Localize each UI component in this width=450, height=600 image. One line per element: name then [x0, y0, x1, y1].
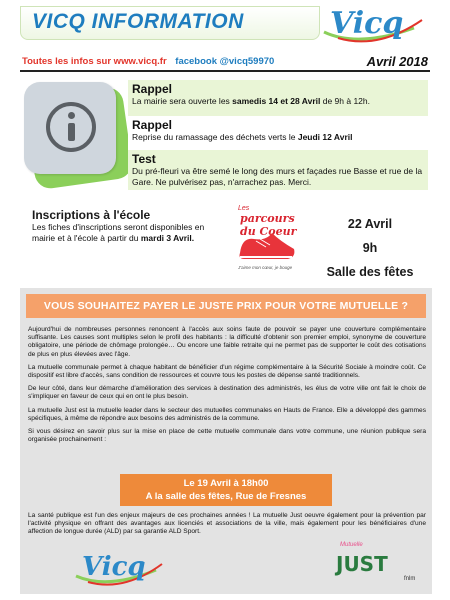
- parcours-tagline: J'aime mon cœur, je bouge: [238, 265, 293, 270]
- fnlm-mark: fnlm: [404, 576, 416, 582]
- vicq-logo: [318, 2, 428, 46]
- inscriptions-block: [32, 208, 212, 243]
- notice-rappel-mairie: [128, 80, 428, 116]
- notice-test: [128, 150, 428, 190]
- notice-text: Du pré-fleuri va être semé le long des murs et façades rue Basse et rue de la Gare. Ne pulvérisez pas, n'arrachez pas. Merci.: [132, 166, 423, 187]
- notice-rappel-dechets: [128, 116, 428, 150]
- facebook-link[interactable]: facebook @vicq59970: [175, 56, 275, 67]
- info-icon-bar: [68, 123, 75, 141]
- mutuelle-paragraph: La mutuelle Just est la mutuelle leader dans le secteur des mutuelles communales en Hauts de France. Elle a développé des gammes spécifiques, à même de répondre aux besoins des administrés de la commune.: [28, 406, 426, 422]
- info-icon-front: [24, 82, 116, 174]
- footer-vicq-text: Vicq: [82, 552, 146, 582]
- meeting-box: [120, 474, 332, 506]
- mutuelle-closing: La santé publique est l'un des enjeux majeurs de ces prochaines années ! La mutuelle Just oeuvre également pour la prévention par l'activité physique en offrant des avantages aux licenciés et associations de la ville, mais également pour les bénéficiaires d'une affection de longue durée (ALD) par sa garantie ALD Sport.: [28, 512, 426, 536]
- event-place: Salle des fêtes: [326, 265, 414, 279]
- mutuelle-banner: VOUS SOUHAITEZ PAYER LE JUSTE PRIX POUR VOTRE MUTUELLE ?: [26, 294, 426, 318]
- website-line: [22, 56, 274, 67]
- vicq-logo-text: Vicq: [330, 6, 404, 41]
- website-link[interactable]: Toutes les infos sur www.vicq.fr: [22, 56, 167, 67]
- sneaker-icon: [236, 227, 298, 265]
- notice-title: Rappel: [132, 82, 173, 96]
- page-title: VICQ INFORMATION: [32, 10, 244, 33]
- parcours-line1: Les: [238, 205, 250, 212]
- notice-title: Test: [132, 152, 156, 166]
- mutuelle-paragraph: La mutuelle communale permet à chaque habitant de bénéficier d'un régime complémentaire à la Sécurité Sociale à moindre coût. Ce dispositif est libre d'accès, sans condition de ressources et couvre tous les postes de dépense santé traditionnels.: [28, 363, 426, 380]
- footer-vicq-logo: [72, 548, 164, 588]
- mutuelle-body: [28, 326, 426, 449]
- mutuelle-paragraph: De leur côté, dans leur démarche d'amélioration des services à destination des administrés, les élus de votre ville ont fait le choix de s'impliquer en faveur de ceux qui en ont le plus besoin.: [28, 385, 426, 401]
- notice-text: Reprise du ramassage des déchets verts le Jeudi 12 Avril: [132, 132, 353, 142]
- notice-text: La mairie sera ouverte les samedis 14 et 28 Avril de 9h à 12h.: [132, 96, 371, 106]
- info-icon-dot: [68, 112, 75, 119]
- inscriptions-title: Inscriptions à l'école: [32, 208, 151, 222]
- parcours-du-coeur-poster: [232, 205, 302, 275]
- just-tag: Mutuelle: [340, 542, 363, 548]
- info-icon: [22, 80, 130, 186]
- notice-title: Rappel: [132, 118, 173, 132]
- mutuelle-paragraph: Si vous désirez en savoir plus sur la mise en place de cette mutuelle communale dans votre commune, une réunion publique sera organisée prochainement :: [28, 428, 426, 444]
- parcours-line2: parcours du Coeur: [240, 212, 297, 238]
- just-logo: [334, 540, 394, 582]
- event-details: [310, 212, 430, 284]
- event-date: 22 Avril: [347, 217, 393, 231]
- header: [0, 0, 450, 56]
- just-logo-text: JUST: [336, 552, 388, 576]
- meeting-place: A la salle des fêtes, Rue de Fresnes: [145, 491, 307, 502]
- issue-month: Avril 2018: [366, 54, 428, 69]
- meeting-date: Le 19 Avril à 18h00: [183, 478, 269, 489]
- inscriptions-text: Les fiches d'inscriptions seront disponibles en mairie et à l'école à partir du mardi 3 Avril.: [32, 222, 205, 243]
- mutuelle-paragraph: Aujourd'hui de nombreuses personnes renoncent à l'accès aux soins faute de pouvoir se payer une couverture complémentaire suffisante. Les causes sont multiples selon le profil des habitants : la difficulté d'obtenir son premier emploi, synonyme de couverture obligatoire, une période de chômage prolongée… Ou encore une faible retraite qui ne permet pas de supporter le coût des cotisations de plus en plus élevées avec l'âge.: [28, 326, 426, 358]
- event-time: 9h: [362, 241, 378, 255]
- header-divider: [20, 70, 430, 72]
